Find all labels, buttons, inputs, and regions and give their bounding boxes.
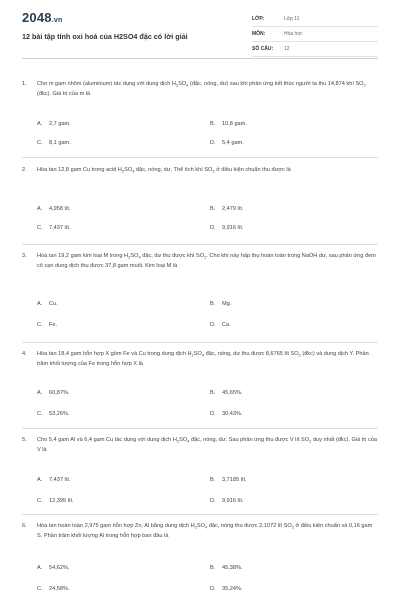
question-4: [22, 350, 378, 376]
question-number: 3.: [22, 253, 27, 259]
option-c[interactable]: C. Fe.: [37, 322, 58, 328]
option-b[interactable]: B. 45,38%.: [210, 565, 243, 571]
logo-main: 2048: [22, 10, 52, 25]
option-b[interactable]: B. 10,8 gam.: [210, 121, 247, 127]
meta-value: Hóa học: [284, 31, 303, 37]
question-text: Hòa tan hoàn toàn 2,975 gam hỗn hợp Zn, Al bằng dung dịch $H_2SO_4$ đặc, nóng thu được 2,1072 lít $SO_2$ ở điều kiện chuẩn và 0,16 gam S. Phần trăm khối lượng Al trong hỗn hợp ban đầu là: [37, 523, 373, 539]
option-a[interactable]: A. 7,437 lít.: [37, 477, 71, 483]
meta-row-subject: [252, 27, 378, 42]
question-divider: [22, 244, 378, 245]
question-divider: [22, 157, 378, 158]
option-b[interactable]: B. 2,479 lít.: [210, 206, 244, 212]
question-number: 1.: [22, 81, 27, 87]
question-number: 6.: [22, 523, 27, 529]
option-a[interactable]: A. 2,7 gam.: [37, 121, 71, 127]
meta-label: MÔN:: [252, 31, 266, 37]
option-d[interactable]: D. 35,24%.: [210, 586, 243, 592]
header-divider: [22, 58, 378, 59]
option-d[interactable]: D. Ca.: [210, 322, 231, 328]
option-c[interactable]: C. 53,26%.: [37, 411, 70, 417]
meta-row-count: [252, 42, 378, 57]
meta-value: 12: [284, 46, 290, 52]
question-1: [22, 80, 378, 140]
option-d[interactable]: D. 9,916 lít.: [210, 498, 244, 504]
option-b[interactable]: B. Mg.: [210, 301, 232, 307]
question-number: 2.: [22, 167, 27, 173]
question-number: 5.: [22, 437, 27, 443]
meta-label: LỚP:: [252, 16, 265, 22]
meta-table: [252, 12, 378, 57]
meta-row-grade: [252, 12, 378, 27]
question-3: [22, 252, 378, 288]
option-b[interactable]: B. 3,7185 lít.: [210, 477, 247, 483]
option-d[interactable]: D. 30,43%.: [210, 411, 243, 417]
question-text: Hòa tan 12,8 gam Cu trong acid $H_2SO_4$ đặc, nóng, dư. Thể tích khí $SO_2$ ở điều kiện chuẩn thu được là: [37, 167, 291, 174]
option-c[interactable]: C. 8,1 gam.: [37, 140, 71, 146]
question-text: Cho m gam nhôm (aluminium) tác dụng với dung dịch $H_2SO_4$ (đặc, nóng, dư) sau khi phản ứng kết thúc người ta thu 14,874 khí $SO_2$ (đkc). Giá trị của m là: [37, 81, 366, 97]
logo-suffix: .vn: [51, 17, 63, 24]
question-divider: [22, 428, 378, 429]
option-a[interactable]: A. 60,87%.: [37, 390, 70, 396]
option-c[interactable]: C. 24,58%.: [37, 586, 70, 592]
option-b[interactable]: B. 45,65%.: [210, 390, 243, 396]
option-a[interactable]: A. Cu.: [37, 301, 58, 307]
option-c[interactable]: C. 12,395 lít.: [37, 498, 74, 504]
meta-label: SỐ CÂU:: [252, 46, 274, 52]
question-text: Hoà tan 19,2 gam kim loại M trong $H_2SO_4$ đặc, dư thu được khí $SO_2$. Cho khí này hấp thụ hoàn toàn trong NaOH dư, sau phản ứng đem cô cạn dung dịch thu được 37,8 gam muối. Kim loại M là: [37, 253, 376, 269]
meta-value: Lớp 11: [284, 16, 300, 22]
option-d[interactable]: D. 9,916 lít.: [210, 225, 244, 231]
question-5: [22, 436, 378, 462]
option-d[interactable]: D. 5,4 gam.: [210, 140, 244, 146]
option-c[interactable]: C. 7,437 lít.: [37, 225, 71, 231]
document-header: [0, 0, 400, 66]
question-number: 4.: [22, 351, 27, 357]
question-2: [22, 166, 378, 190]
question-text: Cho 5,4 gam Al và 6,4 gam Cu tác dụng với dung dịch $H_2SO_4$ đặc, nóng, dư. Sau phản ứng thu được V lít $SO_2$ duy nhất (đkc). Giá trị của V là: [37, 437, 377, 453]
question-divider: [22, 342, 378, 343]
option-a[interactable]: A. 4,958 lít.: [37, 206, 71, 212]
option-a[interactable]: A. 54,62%.: [37, 565, 70, 571]
site-logo[interactable]: [22, 10, 62, 25]
question-6: [22, 522, 378, 548]
document-title: 12 bài tập tính oxi hoá của H2SO4 đặc có lời giải: [22, 32, 188, 41]
question-divider: [22, 514, 378, 515]
question-text: Hòa tan 18,4 gam hỗn hợp X gồm Fe và Cu trong dung dịch $H_2SO_4$ đặc, nóng, dư thu được 8,6765 lít $SO_2$ (đkc) và dung dịch Y. Phần trăm khối lượng của Fe trong hỗn hợp X là: [37, 351, 369, 367]
